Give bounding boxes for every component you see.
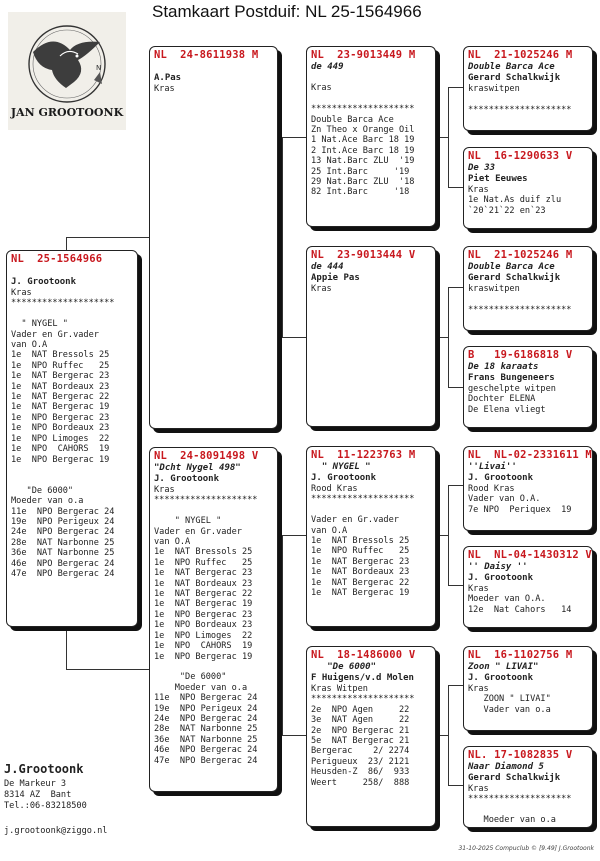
info-line: kraswitpen xyxy=(468,284,520,294)
info-line: 1e NAT Bergerac 22 xyxy=(154,589,253,600)
ancestor-card-mff[interactable] xyxy=(463,446,593,531)
info-line: 1e NAT Bergerac 22 xyxy=(311,577,410,588)
info-line: 1 Nat.Ace Barc 18 19 xyxy=(311,135,415,146)
info-line: Heusden-Z 86/ 933 xyxy=(311,767,410,778)
ancestor-card-fff[interactable] xyxy=(463,46,593,131)
info-line: "De 6000" xyxy=(11,485,74,496)
info-line: 1e NPO Bergerac 23 xyxy=(11,412,110,423)
info-line: 1e NAT Bordeaux 23 xyxy=(154,578,253,589)
info-line: 1e NPO Ruffec 25 xyxy=(311,546,410,557)
ancestor-card-fmf[interactable] xyxy=(463,246,593,331)
info-line xyxy=(11,465,133,475)
info-line: 7e NPO Periquex 19 xyxy=(468,504,572,515)
pigeon-name: de 449 xyxy=(311,62,344,72)
info-line: Vader en Gr.vader xyxy=(11,329,99,340)
info-line: Kras xyxy=(468,784,489,794)
info-line: 28e NAT Narbonne 25 xyxy=(154,724,258,735)
info-line: Kras xyxy=(468,185,489,195)
info-line: Kras xyxy=(468,584,489,594)
info-line xyxy=(11,475,133,485)
info-line: van O.A xyxy=(11,340,48,351)
breeder-phone: Tel.:06-83218500 xyxy=(4,801,87,811)
ring-number: NL NL-02-2331611 M xyxy=(468,449,592,461)
info-line: 1e NAT Bergerac 23 xyxy=(11,371,110,382)
info-line xyxy=(311,73,431,83)
info-line: ******************** xyxy=(154,495,258,506)
info-line: 24e NPO Bergerac 24 xyxy=(154,713,258,724)
grandmother-maternal-card[interactable] xyxy=(306,646,436,827)
ring-number: NL 23-9013444 V xyxy=(311,249,416,261)
info-line: ******************** xyxy=(311,104,415,115)
info-line: "De 6000" xyxy=(154,672,227,683)
info-line: van O.A xyxy=(154,537,191,548)
info-line: 11e NPO Bergerac 24 xyxy=(154,693,258,704)
info-line: Vader van O.A. xyxy=(468,494,541,505)
info-line: 1e NAT Bergerac 23 xyxy=(154,568,253,579)
owner-name: Gerard Schalkwijk xyxy=(468,773,561,783)
info-line: Moeder van O.A. xyxy=(468,594,546,605)
info-line: ******************** xyxy=(468,104,572,115)
pigeon-name: De 18 karaats xyxy=(468,362,539,372)
info-line: 1e NAT Bergerac 19 xyxy=(154,599,253,610)
page-title: Stamkaart Postduif: NL 25-1564966 xyxy=(152,2,422,21)
info-line: Moeder van o.a xyxy=(468,815,556,826)
pigeon-name: Double Barca Ace xyxy=(468,262,555,272)
info-line: Moeder van o.a xyxy=(154,682,248,693)
ring-number: NL 21-1025246 M xyxy=(468,249,573,261)
pigeon-name: de 444 xyxy=(311,262,344,272)
info-line: 1e NPO Bergerac 23 xyxy=(154,609,253,620)
info-line: ******************** xyxy=(311,694,415,705)
owner-name: J. Grootoonk xyxy=(468,573,534,583)
info-line xyxy=(311,94,431,104)
info-line: kraswitpen xyxy=(468,84,520,94)
info-line: 1e NPO Bordeaux 23 xyxy=(11,423,110,434)
ring-number: NL NL-04-1430312 V xyxy=(468,549,592,561)
info-line xyxy=(311,505,431,515)
ancestor-card-ffm[interactable] xyxy=(463,147,593,229)
owner-name: Gerard Schalkwijk xyxy=(468,273,561,283)
father-card[interactable] xyxy=(149,46,278,429)
info-line: 3e NAT Agen 22 xyxy=(311,715,410,726)
info-line: " NYGEL " xyxy=(154,516,222,527)
info-line: 46e NPO Bergerac 24 xyxy=(11,558,115,569)
ring-number: B 19-6186818 V xyxy=(468,349,573,361)
pigeon-name: Double Barca Ace xyxy=(468,62,555,72)
info-line: Dochter ELENA xyxy=(468,394,536,405)
info-line xyxy=(154,506,273,516)
info-line: 19e NPO Perigeux 24 xyxy=(11,516,115,527)
svg-text:N: N xyxy=(96,64,102,72)
info-line: 1e NPO Bordeaux 23 xyxy=(154,620,253,631)
pigeon-name: " NYGEL " xyxy=(311,462,371,472)
info-line: van O.A xyxy=(311,525,348,536)
info-line: 1e NAT Bergerac 19 xyxy=(311,588,410,599)
info-line: 1e NPO Limoges 22 xyxy=(11,433,110,444)
info-line: 1e NAT Bressols 25 xyxy=(154,547,253,558)
info-line: 36e NAT Narbonne 25 xyxy=(154,734,258,745)
info-line: Kras xyxy=(311,83,332,94)
ring-number: NL. 17-1082835 V xyxy=(468,749,573,761)
ring-number: NL 16-1290633 V xyxy=(468,150,573,162)
info-line: Vader en Gr.vader xyxy=(311,515,399,526)
info-line: " NYGEL " xyxy=(11,319,68,330)
breeder-address-line: De Markeur 3 xyxy=(4,779,67,789)
owner-name: J. Grootoonk xyxy=(11,277,77,287)
ancestor-card-fmm[interactable] xyxy=(463,346,593,428)
info-line: ZOON " LIVAI" xyxy=(468,694,551,705)
info-line: 47e NPO Bergerac 24 xyxy=(11,568,115,579)
owner-name: J. Grootoonk xyxy=(468,673,534,683)
info-line: 1e NPO Ruffec 25 xyxy=(154,557,253,568)
ancestor-card-mmm[interactable] xyxy=(463,746,593,828)
ring-number: NL 16-1102756 M xyxy=(468,649,573,661)
pigeon-name: De 33 xyxy=(468,163,496,173)
info-line: 1e NPO Bergerac 19 xyxy=(154,651,253,662)
info-line: 1e NAT Bordeaux 23 xyxy=(311,567,410,578)
footer-text: 31-10-2025 Compuclub © [9.49] J.Grootoonk xyxy=(458,845,594,852)
info-line: Zn Theo x Orange Oil xyxy=(311,125,415,136)
ring-number: NL 24-8091498 V xyxy=(154,450,259,462)
ancestor-card-mfm[interactable] xyxy=(463,546,593,628)
info-line: 5e NAT Bergerac 21 xyxy=(311,736,410,747)
info-line xyxy=(468,94,588,104)
info-line: 1e NAT Bergerac 23 xyxy=(311,556,410,567)
owner-name: Gerard Schalkwijk xyxy=(468,73,561,83)
breeder-email[interactable]: j.grootoonk@ziggo.nl xyxy=(4,826,108,836)
info-line: 1e NPO Ruffec 25 xyxy=(11,360,110,371)
info-line: Kras xyxy=(154,485,175,495)
info-line: Weert 258/ 888 xyxy=(311,777,410,788)
info-line xyxy=(11,309,133,319)
grandfather-paternal-card[interactable] xyxy=(306,46,436,227)
info-line: `20`21`22 en`23 xyxy=(468,205,546,216)
info-line: 12e Nat Cahors 14 xyxy=(468,604,572,615)
info-line: 1e NPO CAHORS 19 xyxy=(11,444,110,455)
info-line: Rood Kras xyxy=(468,484,515,494)
pigeon-name: "Dcht Nygel 498" xyxy=(154,463,241,473)
info-line: 1e NAT Bressols 25 xyxy=(11,350,110,361)
info-line: ******************** xyxy=(468,304,572,315)
info-line: Bergerac 2/ 2274 xyxy=(311,746,410,757)
info-line: ******************** xyxy=(468,794,572,805)
info-line: 1e NPO CAHORS 19 xyxy=(154,641,253,652)
owner-name: F Huigens/v.d Molen xyxy=(311,673,414,683)
pigeon-name: '' Daisy '' xyxy=(468,562,528,572)
pigeon-name: Zoon " LIVAI" xyxy=(468,662,539,672)
info-line: 2e NPO Agen 22 xyxy=(311,704,410,715)
info-line: 1e NAT Bergerac 22 xyxy=(11,392,110,403)
info-line: 36e NAT Narbonne 25 xyxy=(11,548,115,559)
owner-name: Appie Pas xyxy=(311,273,360,283)
info-line: Vader en Gr.vader xyxy=(154,526,242,537)
ring-number: NL 18-1486000 V xyxy=(311,649,416,661)
main-pigeon-card[interactable] xyxy=(6,250,138,627)
pigeon-name: Naar Diamond 5 xyxy=(468,762,544,772)
grandmother-paternal-card[interactable] xyxy=(306,246,436,427)
info-line: Perigueux 23/ 2121 xyxy=(311,756,410,767)
info-line: 11e NPO Bergerac 24 xyxy=(11,506,115,517)
info-line: 13 Nat.Barc ZLU '19 xyxy=(311,156,415,167)
info-line: ******************** xyxy=(11,298,115,309)
mother-card[interactable] xyxy=(149,447,278,792)
info-line: Kras xyxy=(11,288,32,298)
info-line: 2 Int.Ace Barc 18 19 xyxy=(311,145,415,156)
info-line: 28e NAT Narbonne 25 xyxy=(11,537,115,548)
owner-name: J. Grootoonk xyxy=(468,473,534,483)
pigeon-name: "De 6000" xyxy=(311,662,377,672)
ring-number: NL 11-1223763 M xyxy=(311,449,416,461)
info-line: 1e NAT Bressols 25 xyxy=(311,536,410,547)
info-line: 25 Int.Barc '19 xyxy=(311,166,410,177)
ring-number: NL 23-9013449 M xyxy=(311,49,416,61)
ancestor-card-mmf[interactable] xyxy=(463,646,593,731)
owner-name: Frans Bungeneers xyxy=(468,373,555,383)
info-line: 47e NPO Bergerac 24 xyxy=(154,755,258,766)
ring-number: NL 21-1025246 M xyxy=(468,49,573,61)
grandfather-maternal-card[interactable] xyxy=(306,446,436,627)
info-line: 19e NPO Perigeux 24 xyxy=(154,703,258,714)
info-line xyxy=(468,805,588,815)
breeder-address-line: 8314 AZ Bant xyxy=(4,790,72,800)
info-line: 2e NPO Bergerac 21 xyxy=(311,725,410,736)
info-line: Double Barca Ace xyxy=(311,114,394,125)
ring-number: NL 24-8611938 M xyxy=(154,49,259,61)
info-line: 82 Int.Barc '18 xyxy=(311,187,410,198)
info-line: 1e NPO Limoges 22 xyxy=(154,630,253,641)
owner-name: Piet Eeuwes xyxy=(468,174,528,184)
info-line: Kras xyxy=(468,684,489,694)
owner-name: J. Grootoonk xyxy=(311,473,377,483)
info-line: Vader van o.a xyxy=(468,704,551,715)
info-line: geschelpte witpen xyxy=(468,384,556,394)
info-line xyxy=(154,662,273,672)
svg-text:JAN GROOTOONK: JAN GROOTOONK xyxy=(10,106,124,119)
info-line: Kras Witpen xyxy=(311,684,368,694)
info-line: 24e NPO Bergerac 24 xyxy=(11,527,115,538)
info-line: 29 Nat.Barc ZLU '18 xyxy=(311,177,415,188)
info-line xyxy=(468,294,588,304)
info-line: 1e NAT Bergerac 19 xyxy=(11,402,110,413)
info-line: Rood Kras xyxy=(311,484,358,494)
ring-number: NL 25-1564966 xyxy=(11,253,103,265)
owner-name: J. Grootoonk xyxy=(154,474,220,484)
info-line: De Elena vliegt xyxy=(468,404,546,415)
info-line: 46e NPO Bergerac 24 xyxy=(154,745,258,756)
info-line: ******************** xyxy=(311,494,415,505)
info-line: Kras xyxy=(154,84,175,94)
info-line: 1e Nat.As duif zlu xyxy=(468,195,562,206)
club-logo xyxy=(8,12,126,130)
info-line: Moeder van o.a xyxy=(11,496,84,507)
info-line: Kras xyxy=(311,284,332,294)
pigeon-name: ''Livai'' xyxy=(468,462,517,472)
breeder-name: J.Grootoonk xyxy=(4,762,84,776)
info-line: 1e NAT Bordeaux 23 xyxy=(11,381,110,392)
info-line: 1e NPO Bergerac 19 xyxy=(11,454,110,465)
owner-name: A.Pas xyxy=(154,73,182,83)
